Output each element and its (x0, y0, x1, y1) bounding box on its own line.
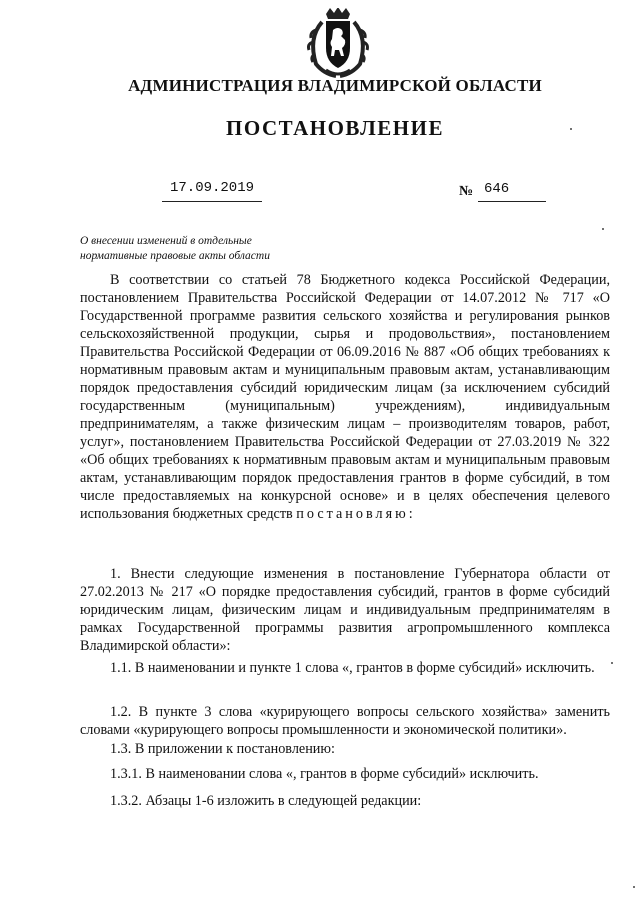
subject-line-2: нормативные правовые акты области (80, 250, 270, 262)
date-underline (162, 201, 262, 202)
scan-speck (611, 662, 613, 664)
preamble-text: В соответствии со статьей 78 Бюджетного кодекса Российской Федерации, постановлением Правительства Российской Федерации от 14.07.2012 № 717 «О Государственной программе развития сельского хозяйства и регулирования рынков сельскохозяйственной продукции, сырья и продовольствия», постановлением Правительства Российской Федерации от 06.09.2016 № 887 «Об общих требованиях к нормативным правовым актам и муниципальным правовым актам, устанавливающим порядок предоставления субсидий юридическим лицам (за исключением субсидий государственным (муниципальным) учреждениям), индивидуальным предпринимателям, а также физическим лицам – производителям товаров, работ, услуг», постановлением Правительства Российской Федерации от 27.03.2019 № 322 «Об общих требованиях к нормативным правовым актам и муниципальным правовым актам, устанавливающим порядок предоставления грантов в форме субсидий, в том числе предоставляемых на конкурсной основе» и в целях обеспечения целевого использования бюджетных средств (80, 272, 610, 522)
scan-speck (633, 886, 635, 888)
subject-line-1: О внесении изменений в отдельные (80, 235, 252, 247)
organization-title: АДМИНИСТРАЦИЯ ВЛАДИМИРСКОЙ ОБЛАСТИ (128, 76, 542, 95)
item-1-3-2-paragraph: 1.3.2. Абзацы 1-6 изложить в следующей редакции: (110, 793, 422, 809)
coat-of-arms-emblem (302, 8, 374, 78)
decree-word: постановляю: (296, 506, 416, 522)
document-type-title: ПОСТАНОВЛЕНИЕ (226, 116, 444, 140)
item-1-3-paragraph: 1.3. В приложении к постановлению: (110, 741, 335, 757)
number-underline (478, 201, 546, 202)
number-label: № (459, 184, 474, 199)
scan-speck (602, 228, 604, 230)
preamble-paragraph (80, 271, 610, 523)
document-subject (80, 234, 300, 264)
document-date: 17.09.2019 (169, 180, 254, 196)
item-1-2-paragraph: 1.2. В пункте 3 слова «курирующего вопросы сельского хозяйства» заменить словами «курирующего вопросы промышленности и экономической политики». (80, 704, 610, 738)
document-number: 646 (484, 181, 510, 197)
item-1-paragraph: 1. Внести следующие изменения в постановление Губернатора области от 27.02.2013 № 217 «О порядке предоставления субсидий, грантов в форме субсидий юридическим лицам, физическим лицам и индивидуальным предпринимателям в рамках Государственной программы развития агропромышленного комплекса Владимирской области»: (80, 566, 610, 654)
item-1-1-paragraph: 1.1. В наименовании и пункте 1 слова «, грантов в форме субсидий» исключить. (110, 660, 595, 676)
scan-speck (570, 128, 572, 130)
item-1-3-1-paragraph: 1.3.1. В наименовании слова «, грантов в форме субсидий» исключить. (110, 766, 539, 782)
